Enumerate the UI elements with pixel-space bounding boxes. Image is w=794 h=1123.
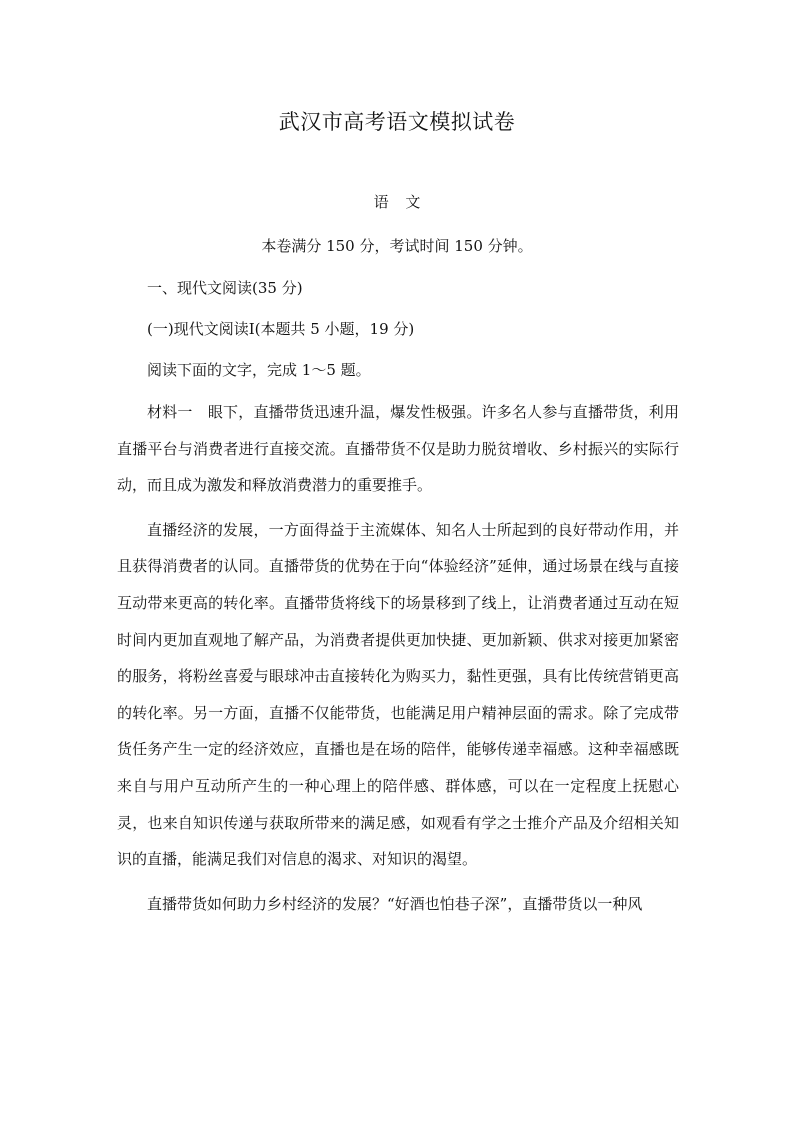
exam-title: 武汉市高考语文模拟试卷 (278, 110, 516, 134)
section-heading: 一、现代文阅读(35 分) (147, 279, 303, 297)
exam-note: 本卷满分 150 分，考试时间 150 分钟。 (261, 237, 533, 255)
subsection-heading: (一)现代文阅读Ⅰ(本题共 5 小题，19 分) (147, 320, 415, 338)
paragraph: 直播带货如何助力乡村经济的发展？“好酒也怕巷子深”，直播带货以一种风 (147, 894, 643, 913)
paragraph: 直播经济的发展，一方面得益于主流媒体、知名人士所起到的良好带动作用，并且获得消费者的认同。直播带货的优势在于向“体验经济”延伸，通过场景在线与直接互动带来更高的转化率。直播带货将线下的场景移到了线上，让消费者通过互动在短时间内更加直观地了解产品，为消费者提供更加快捷、更加新颖、供求对接更加紧密的服务，将粉丝喜爱与眼球冲击直接转化为购买力，黏性更强，具有比传统营销更高的转化率。另一方面，直播不仅能带货，也能满足用户精神层面的需求。除了完成带货任务产生一定的经济效应，直播也是在场的陪伴，能够传递幸福感。这种幸福感既来自与用户互动所产生的一种心理上的陪伴感、群体感，可以在一定程度上抚慰心灵，也来自知识传递与获取所带来的满足感，如观看有学之士推介产品及介绍相关知识的直播，能满足我们对信息的渴求、对知识的渴望。 (117, 520, 679, 869)
reading-instruction: 阅读下面的文字，完成 1～5 题。 (147, 361, 371, 379)
reading-passage (117, 394, 679, 922)
subject-heading: 语 文 (373, 193, 421, 211)
paragraph: 材料一 眼下，直播带货迅速升温，爆发性极强。许多名人参与直播带货，利用直播平台与消费者进行直接交流。直播带货不仅是助力脱贫增收、乡村振兴的实际行动，而且成为激发和释放消费潜力的重要推手。 (117, 403, 679, 495)
